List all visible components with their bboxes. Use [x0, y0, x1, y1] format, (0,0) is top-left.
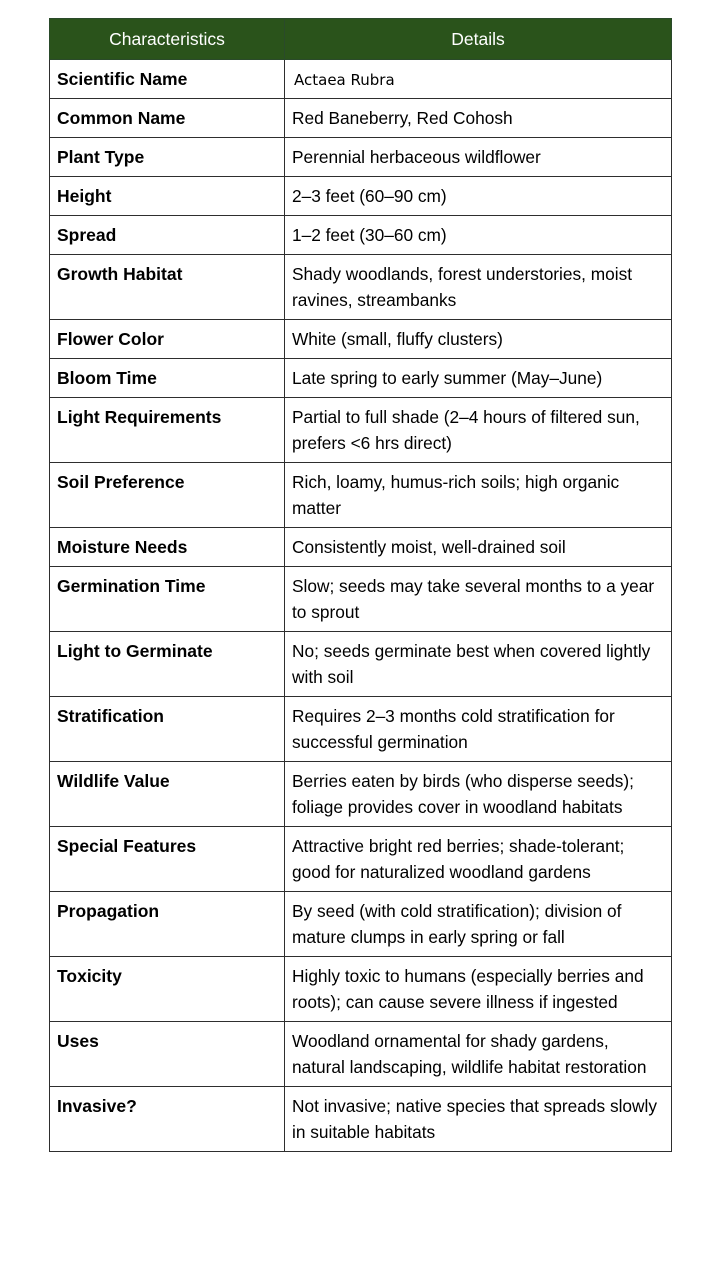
characteristic-label: Toxicity [50, 957, 285, 1022]
characteristic-label: Germination Time [50, 567, 285, 632]
table-row [50, 632, 672, 697]
characteristic-label: Light Requirements [50, 398, 285, 463]
table-row [50, 60, 672, 99]
column-header-characteristics: Characteristics [50, 19, 285, 60]
header-row [50, 19, 672, 60]
characteristic-label: Soil Preference [50, 463, 285, 528]
table-row [50, 138, 672, 177]
table-row [50, 320, 672, 359]
characteristic-detail: Highly toxic to humans (especially berries and roots); can cause severe illness if ingested [285, 957, 672, 1022]
table-row [50, 99, 672, 138]
characteristic-detail: No; seeds germinate best when covered lightly with soil [285, 632, 672, 697]
characteristic-label: Stratification [50, 697, 285, 762]
characteristic-detail: By seed (with cold stratification); division of mature clumps in early spring or fall [285, 892, 672, 957]
table-row [50, 1022, 672, 1087]
characteristic-detail: Berries eaten by birds (who disperse seeds); foliage provides cover in woodland habitats [285, 762, 672, 827]
table-row [50, 398, 672, 463]
characteristic-label: Spread [50, 216, 285, 255]
table-row [50, 216, 672, 255]
table-row [50, 177, 672, 216]
characteristic-label: Propagation [50, 892, 285, 957]
characteristic-label: Uses [50, 1022, 285, 1087]
characteristic-detail: Consistently moist, well-drained soil [285, 528, 672, 567]
table-header [50, 19, 672, 60]
table-row [50, 567, 672, 632]
table-row [50, 255, 672, 320]
characteristic-label: Wildlife Value [50, 762, 285, 827]
characteristic-detail: Red Baneberry, Red Cohosh [285, 99, 672, 138]
characteristic-label: Moisture Needs [50, 528, 285, 567]
plant-characteristics-sheet [49, 18, 671, 1152]
table-row [50, 957, 672, 1022]
characteristic-label: Light to Germinate [50, 632, 285, 697]
characteristic-label: Invasive? [50, 1087, 285, 1152]
table-row [50, 827, 672, 892]
characteristic-label: Flower Color [50, 320, 285, 359]
table-row [50, 528, 672, 567]
characteristic-detail: Actaea Rubra [285, 60, 672, 99]
characteristic-label: Growth Habitat [50, 255, 285, 320]
characteristic-detail: 2–3 feet (60–90 cm) [285, 177, 672, 216]
characteristic-detail: Slow; seeds may take several months to a year to sprout [285, 567, 672, 632]
table-body [50, 60, 672, 1152]
characteristic-detail: Shady woodlands, forest understories, moist ravines, streambanks [285, 255, 672, 320]
characteristic-label: Common Name [50, 99, 285, 138]
characteristic-detail: Rich, loamy, humus-rich soils; high organic matter [285, 463, 672, 528]
column-header-details: Details [285, 19, 672, 60]
characteristic-label: Plant Type [50, 138, 285, 177]
characteristic-detail: Attractive bright red berries; shade-tolerant; good for naturalized woodland gardens [285, 827, 672, 892]
characteristic-label: Bloom Time [50, 359, 285, 398]
characteristic-detail: Late spring to early summer (May–June) [285, 359, 672, 398]
characteristic-detail: Woodland ornamental for shady gardens, natural landscaping, wildlife habitat restoration [285, 1022, 672, 1087]
characteristic-detail: Requires 2–3 months cold stratification for successful germination [285, 697, 672, 762]
characteristic-detail: Perennial herbaceous wildflower [285, 138, 672, 177]
table-row [50, 463, 672, 528]
characteristic-label: Height [50, 177, 285, 216]
table-row [50, 359, 672, 398]
characteristic-detail: Not invasive; native species that spreads slowly in suitable habitats [285, 1087, 672, 1152]
characteristic-detail: 1–2 feet (30–60 cm) [285, 216, 672, 255]
characteristic-detail: Partial to full shade (2–4 hours of filtered sun, prefers <6 hrs direct) [285, 398, 672, 463]
table-row [50, 762, 672, 827]
characteristic-label: Scientific Name [50, 60, 285, 99]
table-row [50, 1087, 672, 1152]
characteristics-table [49, 18, 672, 1152]
table-row [50, 697, 672, 762]
characteristic-label: Special Features [50, 827, 285, 892]
table-row [50, 892, 672, 957]
characteristic-detail: White (small, fluffy clusters) [285, 320, 672, 359]
